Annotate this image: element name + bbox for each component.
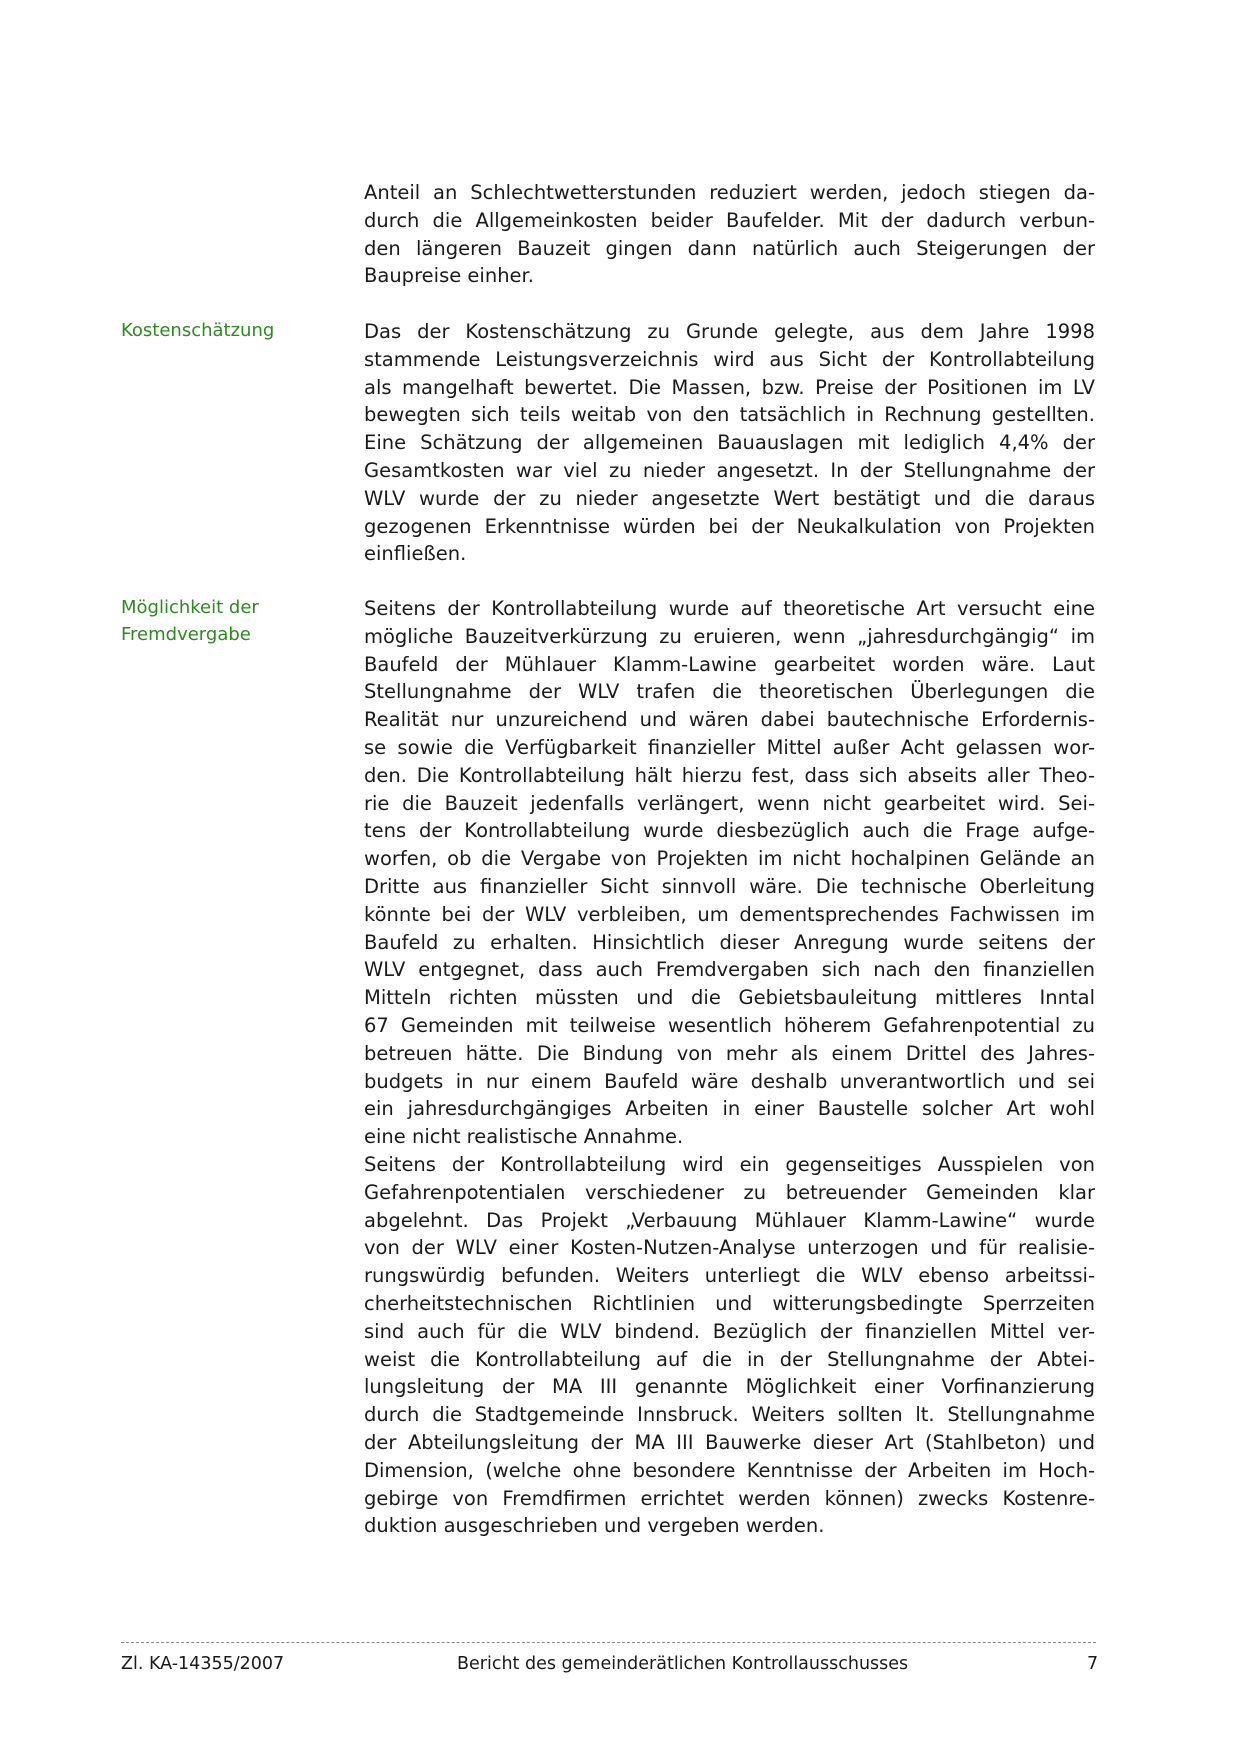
text-line: Realität nur unzureichend und wären dabei bautechnische Erfordernis- <box>364 708 1095 732</box>
text-line: den längeren Bauzeit gingen dann natürlich auch Steigerungen der <box>364 236 1095 260</box>
text-line: als mangelhaft bewertet. Die Massen, bzw. Preise der Positionen im LV <box>364 375 1095 399</box>
text-line: könnte bei der WLV verbleiben, um dementsprechendes Fachwissen im <box>364 902 1095 926</box>
margin-note-line: Fremdvergabe <box>121 623 251 645</box>
text-line: Seitens der Kontrollabteilung wird ein gegenseitiges Ausspielen von <box>364 1152 1095 1176</box>
text-line: WLV wurde der zu nieder angesetzte Wert bestätigt und die daraus <box>364 486 1095 510</box>
text-line: Eine Schätzung der allgemeinen Bauauslagen mit lediglich 4,4% der <box>364 431 1095 455</box>
text-line: 67 Gemeinden mit teilweise wesentlich höherem Gefahrenpotential zu <box>364 1013 1095 1037</box>
text-line: lungsleitung der MA III genannte Möglichkeit einer Vorfinanzierung <box>364 1375 1095 1399</box>
text-line: gebirge von Fremdfirmen errichtet werden können) zwecks Kostenre- <box>364 1486 1095 1510</box>
text-line: sind auch für die WLV bindend. Bezüglich der finanziellen Mittel ver- <box>364 1319 1095 1343</box>
text-line: Stellungnahme der WLV trafen die theoretischen Überlegungen die <box>364 680 1095 704</box>
text-line: ein jahresdurchgängiges Arbeiten in einer Baustelle solcher Art wohl <box>364 1097 1095 1121</box>
text-line: Gefahrenpotentialen verschiedener zu betreuender Gemeinden klar <box>364 1180 1095 1204</box>
page-number: 7 <box>1087 1654 1099 1674</box>
text-line: mögliche Bauzeitverkürzung zu eruieren, wenn „jahresdurchgängig“ im <box>364 624 1095 648</box>
margin-note-kostenschaetzung <box>121 318 341 345</box>
margin-note-line: Möglichkeit der <box>121 597 259 618</box>
footer-reference: Zl. KA-14355/2007 <box>121 1654 285 1674</box>
text-line: von der WLV einer Kosten-Nutzen-Analyse unterzogen und für realisie- <box>364 1236 1095 1260</box>
text-line: den. Die Kontrollabteilung hält hierzu fest, dass sich abseits aller Theo- <box>364 763 1095 787</box>
text-line: gezogenen Erkenntnisse würden bei der Neukalkulation von Projekten <box>364 514 1095 538</box>
footer-divider <box>121 1642 1096 1643</box>
text-line: Baupreise einher. <box>364 264 534 288</box>
text-line: cherheitstechnischen Richtlinien und witterungsbedingte Sperrzeiten <box>364 1291 1095 1315</box>
text-line: Gesamtkosten war viel zu nieder angesetzt. In der Stellungnahme der <box>364 458 1095 482</box>
text-line: Mitteln richten müssten und die Gebietsbauleitung mittleres Inntal <box>364 986 1095 1010</box>
text-line: durch die Stadtgemeinde Innsbruck. Weiters sollten lt. Stellungnahme <box>364 1403 1095 1427</box>
text-line: rungswürdig befunden. Weiters unterliegt die WLV ebenso arbeitssi- <box>364 1264 1095 1288</box>
text-line: worfen, ob die Vergabe von Projekten im nicht hochalpinen Gelände an <box>364 847 1095 871</box>
text-line: weist die Kontrollabteilung auf die in der Stellungnahme der Abtei- <box>364 1347 1095 1371</box>
text-line: WLV entgegnet, dass auch Fremdvergaben sich nach den finanziellen <box>364 958 1095 982</box>
text-line: se sowie die Verfügbarkeit finanzieller Mittel außer Acht gelassen wor- <box>364 735 1095 759</box>
text-line: einfließen. <box>364 542 467 566</box>
text-line: Dimension, (welche ohne besondere Kenntnisse der Arbeiten im Hoch- <box>364 1458 1095 1482</box>
margin-note-line: Kostenschätzung <box>121 320 275 341</box>
text-line: Baufeld zu erhalten. Hinsichtlich dieser Anregung wurde seitens der <box>364 930 1095 954</box>
text-line: Seitens der Kontrollabteilung wurde auf theoretische Art versucht eine <box>364 597 1095 620</box>
text-line: stammende Leistungsverzeichnis wird aus Sicht der Kontrollabteilung <box>364 347 1095 371</box>
text-line: budgets in nur einem Baufeld wäre deshalb unverantwortlich und sei <box>364 1069 1095 1093</box>
text-line: betreuen hätte. Die Bindung von mehr als einem Drittel des Jahres- <box>364 1041 1095 1065</box>
text-line: rie die Bauzeit jedenfalls verlängert, wenn nicht gearbeitet wird. Sei- <box>364 791 1095 815</box>
text-line: bewegten sich teils weitab von den tatsächlich in Rechnung gestellten. <box>364 403 1095 427</box>
paragraph-continuation <box>364 179 1095 290</box>
paragraph-kostenschaetzung <box>364 318 1095 568</box>
paragraph-fremdvergabe <box>364 595 1095 1540</box>
text-line: Das der Kostenschätzung zu Grunde gelegte, aus dem Jahre 1998 <box>364 320 1095 343</box>
text-line: Dritte aus finanzieller Sicht sinnvoll wäre. Die technische Oberleitung <box>364 874 1095 898</box>
text-line: eine nicht realistische Annahme. <box>364 1125 684 1149</box>
text-line: tens der Kontrollabteilung wurde diesbezüglich auch die Frage aufge- <box>364 819 1095 843</box>
margin-note-fremdvergabe <box>121 595 341 648</box>
text-line: abgelehnt. Das Projekt „Verbauung Mühlauer Klamm-Lawine“ wurde <box>364 1208 1095 1232</box>
text-line: der Abteilungsleitung der MA III Bauwerke dieser Art (Stahlbeton) und <box>364 1430 1095 1454</box>
text-line: duktion ausgeschrieben und vergeben werden. <box>364 1514 825 1538</box>
footer-title: Bericht des gemeinderätlichen Kontrollausschusses <box>457 1654 909 1674</box>
text-line: Baufeld der Mühlauer Klamm-Lawine gearbeitet worden wäre. Laut <box>364 652 1095 676</box>
text-line: durch die Allgemeinkosten beider Baufelder. Mit der dadurch verbun- <box>364 208 1095 232</box>
text-line: Anteil an Schlechtwetterstunden reduziert werden, jedoch stiegen da- <box>364 181 1095 204</box>
